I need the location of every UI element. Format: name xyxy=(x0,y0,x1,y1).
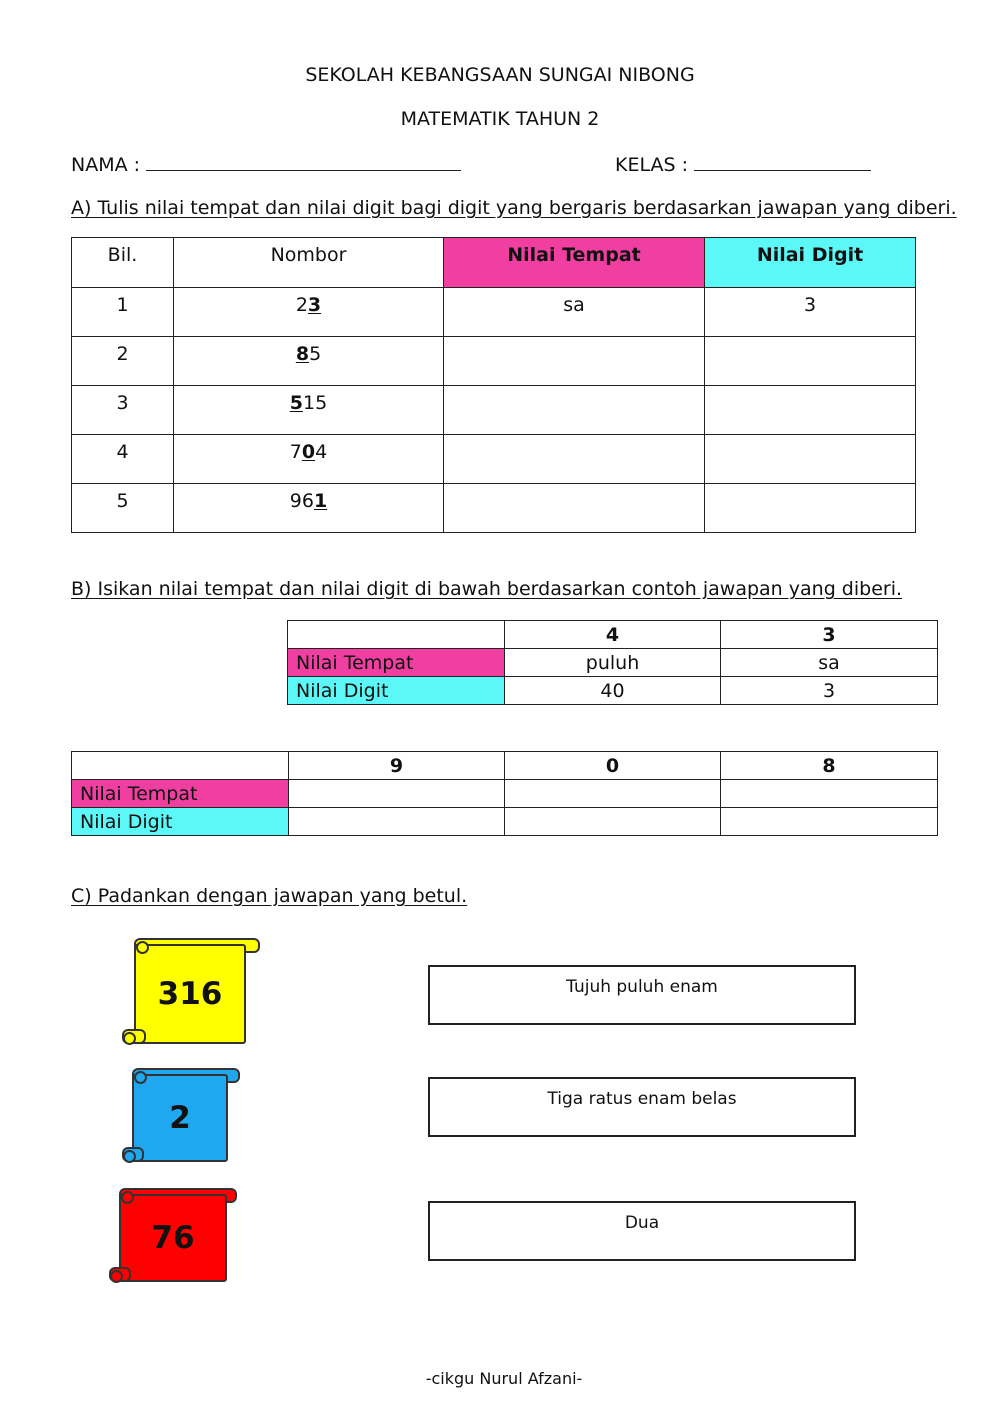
scroll-number: 2 xyxy=(132,1074,228,1162)
nombor-suffix: 5 xyxy=(309,343,322,365)
exercise-digit-label: Nilai Digit xyxy=(72,808,289,836)
scroll-curl-icon xyxy=(136,941,149,954)
row-nilai-digit[interactable] xyxy=(705,435,916,484)
scroll-curl-icon xyxy=(134,1071,147,1084)
row-nombor xyxy=(174,386,444,435)
row-nombor xyxy=(174,337,444,386)
subject-title: MATEMATIK TAHUN 2 xyxy=(400,108,600,130)
section-b-instruction: B) Isikan nilai tempat dan nilai digit di bawah berdasarkan contoh jawapan yang diberi. xyxy=(71,578,903,600)
class-line xyxy=(615,152,871,176)
exercise-digit: 8 xyxy=(721,752,938,780)
name-label: NAMA : xyxy=(71,154,141,176)
exercise-digit: 0 xyxy=(505,752,721,780)
scroll-curl-icon xyxy=(123,1150,136,1163)
scroll-number: 76 xyxy=(119,1194,227,1282)
place-value-table xyxy=(71,237,916,533)
row-nilai-digit[interactable]: 3 xyxy=(705,288,916,337)
example-digit-row xyxy=(288,621,938,649)
answer-box[interactable]: Tujuh puluh enam xyxy=(428,965,856,1025)
table-row xyxy=(72,337,916,386)
row-nombor xyxy=(174,435,444,484)
nombor-suffix: 4 xyxy=(315,441,328,463)
scroll-card[interactable] xyxy=(120,1068,242,1164)
nombor-underlined-digit: 0 xyxy=(301,441,316,463)
scroll-card[interactable] xyxy=(107,1188,239,1284)
example-tempat-label: Nilai Tempat xyxy=(288,649,505,677)
class-field[interactable] xyxy=(694,152,871,171)
row-nilai-digit[interactable] xyxy=(705,386,916,435)
example-digit: 3 xyxy=(721,621,938,649)
section-c-instruction: C) Padankan dengan jawapan yang betul. xyxy=(71,885,468,907)
example-digit: 4 xyxy=(505,621,721,649)
row-nombor xyxy=(174,484,444,533)
col-bil: Bil. xyxy=(72,238,174,288)
exercise-answer-cell[interactable] xyxy=(289,780,505,808)
example-corner-cell xyxy=(288,621,505,649)
exercise-answer-cell[interactable] xyxy=(289,808,505,836)
row-nilai-tempat[interactable]: sa xyxy=(444,288,705,337)
answer-box[interactable]: Dua xyxy=(428,1201,856,1261)
nombor-underlined-digit: 1 xyxy=(313,490,328,512)
col-nilai-tempat: Nilai Tempat xyxy=(444,238,705,288)
exercise-answer-cell[interactable] xyxy=(505,808,721,836)
row-nilai-digit[interactable] xyxy=(705,484,916,533)
example-digit-value-row xyxy=(288,677,938,705)
nombor-underlined-digit: 3 xyxy=(307,294,322,316)
col-nombor: Nombor xyxy=(174,238,444,288)
table-row xyxy=(72,435,916,484)
row-bil: 1 xyxy=(72,288,174,337)
exercise-digit-row xyxy=(72,752,938,780)
exercise-table xyxy=(71,751,938,836)
scroll-card[interactable] xyxy=(120,938,262,1048)
class-label: KELAS : xyxy=(615,154,688,176)
scroll-curl-icon xyxy=(123,1032,136,1045)
table-header-row xyxy=(72,238,916,288)
row-bil: 4 xyxy=(72,435,174,484)
example-tempat-value: puluh xyxy=(505,649,721,677)
row-nombor xyxy=(174,288,444,337)
row-bil: 5 xyxy=(72,484,174,533)
example-tempat-row xyxy=(288,649,938,677)
section-a-instruction: A) Tulis nilai tempat dan nilai digit bagi digit yang bergaris berdasarkan jawapan yang diberi. xyxy=(71,197,957,219)
exercise-answer-cell[interactable] xyxy=(505,780,721,808)
example-table xyxy=(287,620,938,705)
scroll-curl-icon xyxy=(110,1270,123,1283)
example-digit-label: Nilai Digit xyxy=(288,677,505,705)
school-title: SEKOLAH KEBANGSAAN SUNGAI NIBONG xyxy=(305,64,695,86)
exercise-corner-cell xyxy=(72,752,289,780)
row-nilai-tempat[interactable] xyxy=(444,435,705,484)
exercise-answer-cell[interactable] xyxy=(721,780,938,808)
nombor-prefix: 96 xyxy=(289,490,314,512)
scroll-number: 316 xyxy=(134,944,246,1044)
nombor-underlined-digit: 5 xyxy=(289,392,304,414)
answer-box[interactable]: Tiga ratus enam belas xyxy=(428,1077,856,1137)
example-tempat-value: sa xyxy=(721,649,938,677)
exercise-tempat-row xyxy=(72,780,938,808)
nombor-prefix: 2 xyxy=(295,294,308,316)
nombor-suffix: 15 xyxy=(303,392,328,414)
name-field[interactable] xyxy=(146,152,461,171)
nombor-underlined-digit: 8 xyxy=(295,343,310,365)
row-bil: 3 xyxy=(72,386,174,435)
example-digit-value: 40 xyxy=(505,677,721,705)
table-row xyxy=(72,386,916,435)
exercise-digit: 9 xyxy=(289,752,505,780)
row-nilai-tempat[interactable] xyxy=(444,337,705,386)
row-nilai-tempat[interactable] xyxy=(444,484,705,533)
row-bil: 2 xyxy=(72,337,174,386)
row-nilai-digit[interactable] xyxy=(705,337,916,386)
exercise-digit-value-row xyxy=(72,808,938,836)
col-nilai-digit: Nilai Digit xyxy=(705,238,916,288)
exercise-tempat-label: Nilai Tempat xyxy=(72,780,289,808)
scroll-curl-icon xyxy=(121,1191,134,1204)
example-digit-value: 3 xyxy=(721,677,938,705)
table-row xyxy=(72,484,916,533)
nombor-prefix: 7 xyxy=(289,441,302,463)
name-line xyxy=(71,152,461,176)
table-row xyxy=(72,288,916,337)
exercise-answer-cell[interactable] xyxy=(721,808,938,836)
footer-credit: -cikgu Nurul Afzani- xyxy=(425,1369,583,1388)
row-nilai-tempat[interactable] xyxy=(444,386,705,435)
